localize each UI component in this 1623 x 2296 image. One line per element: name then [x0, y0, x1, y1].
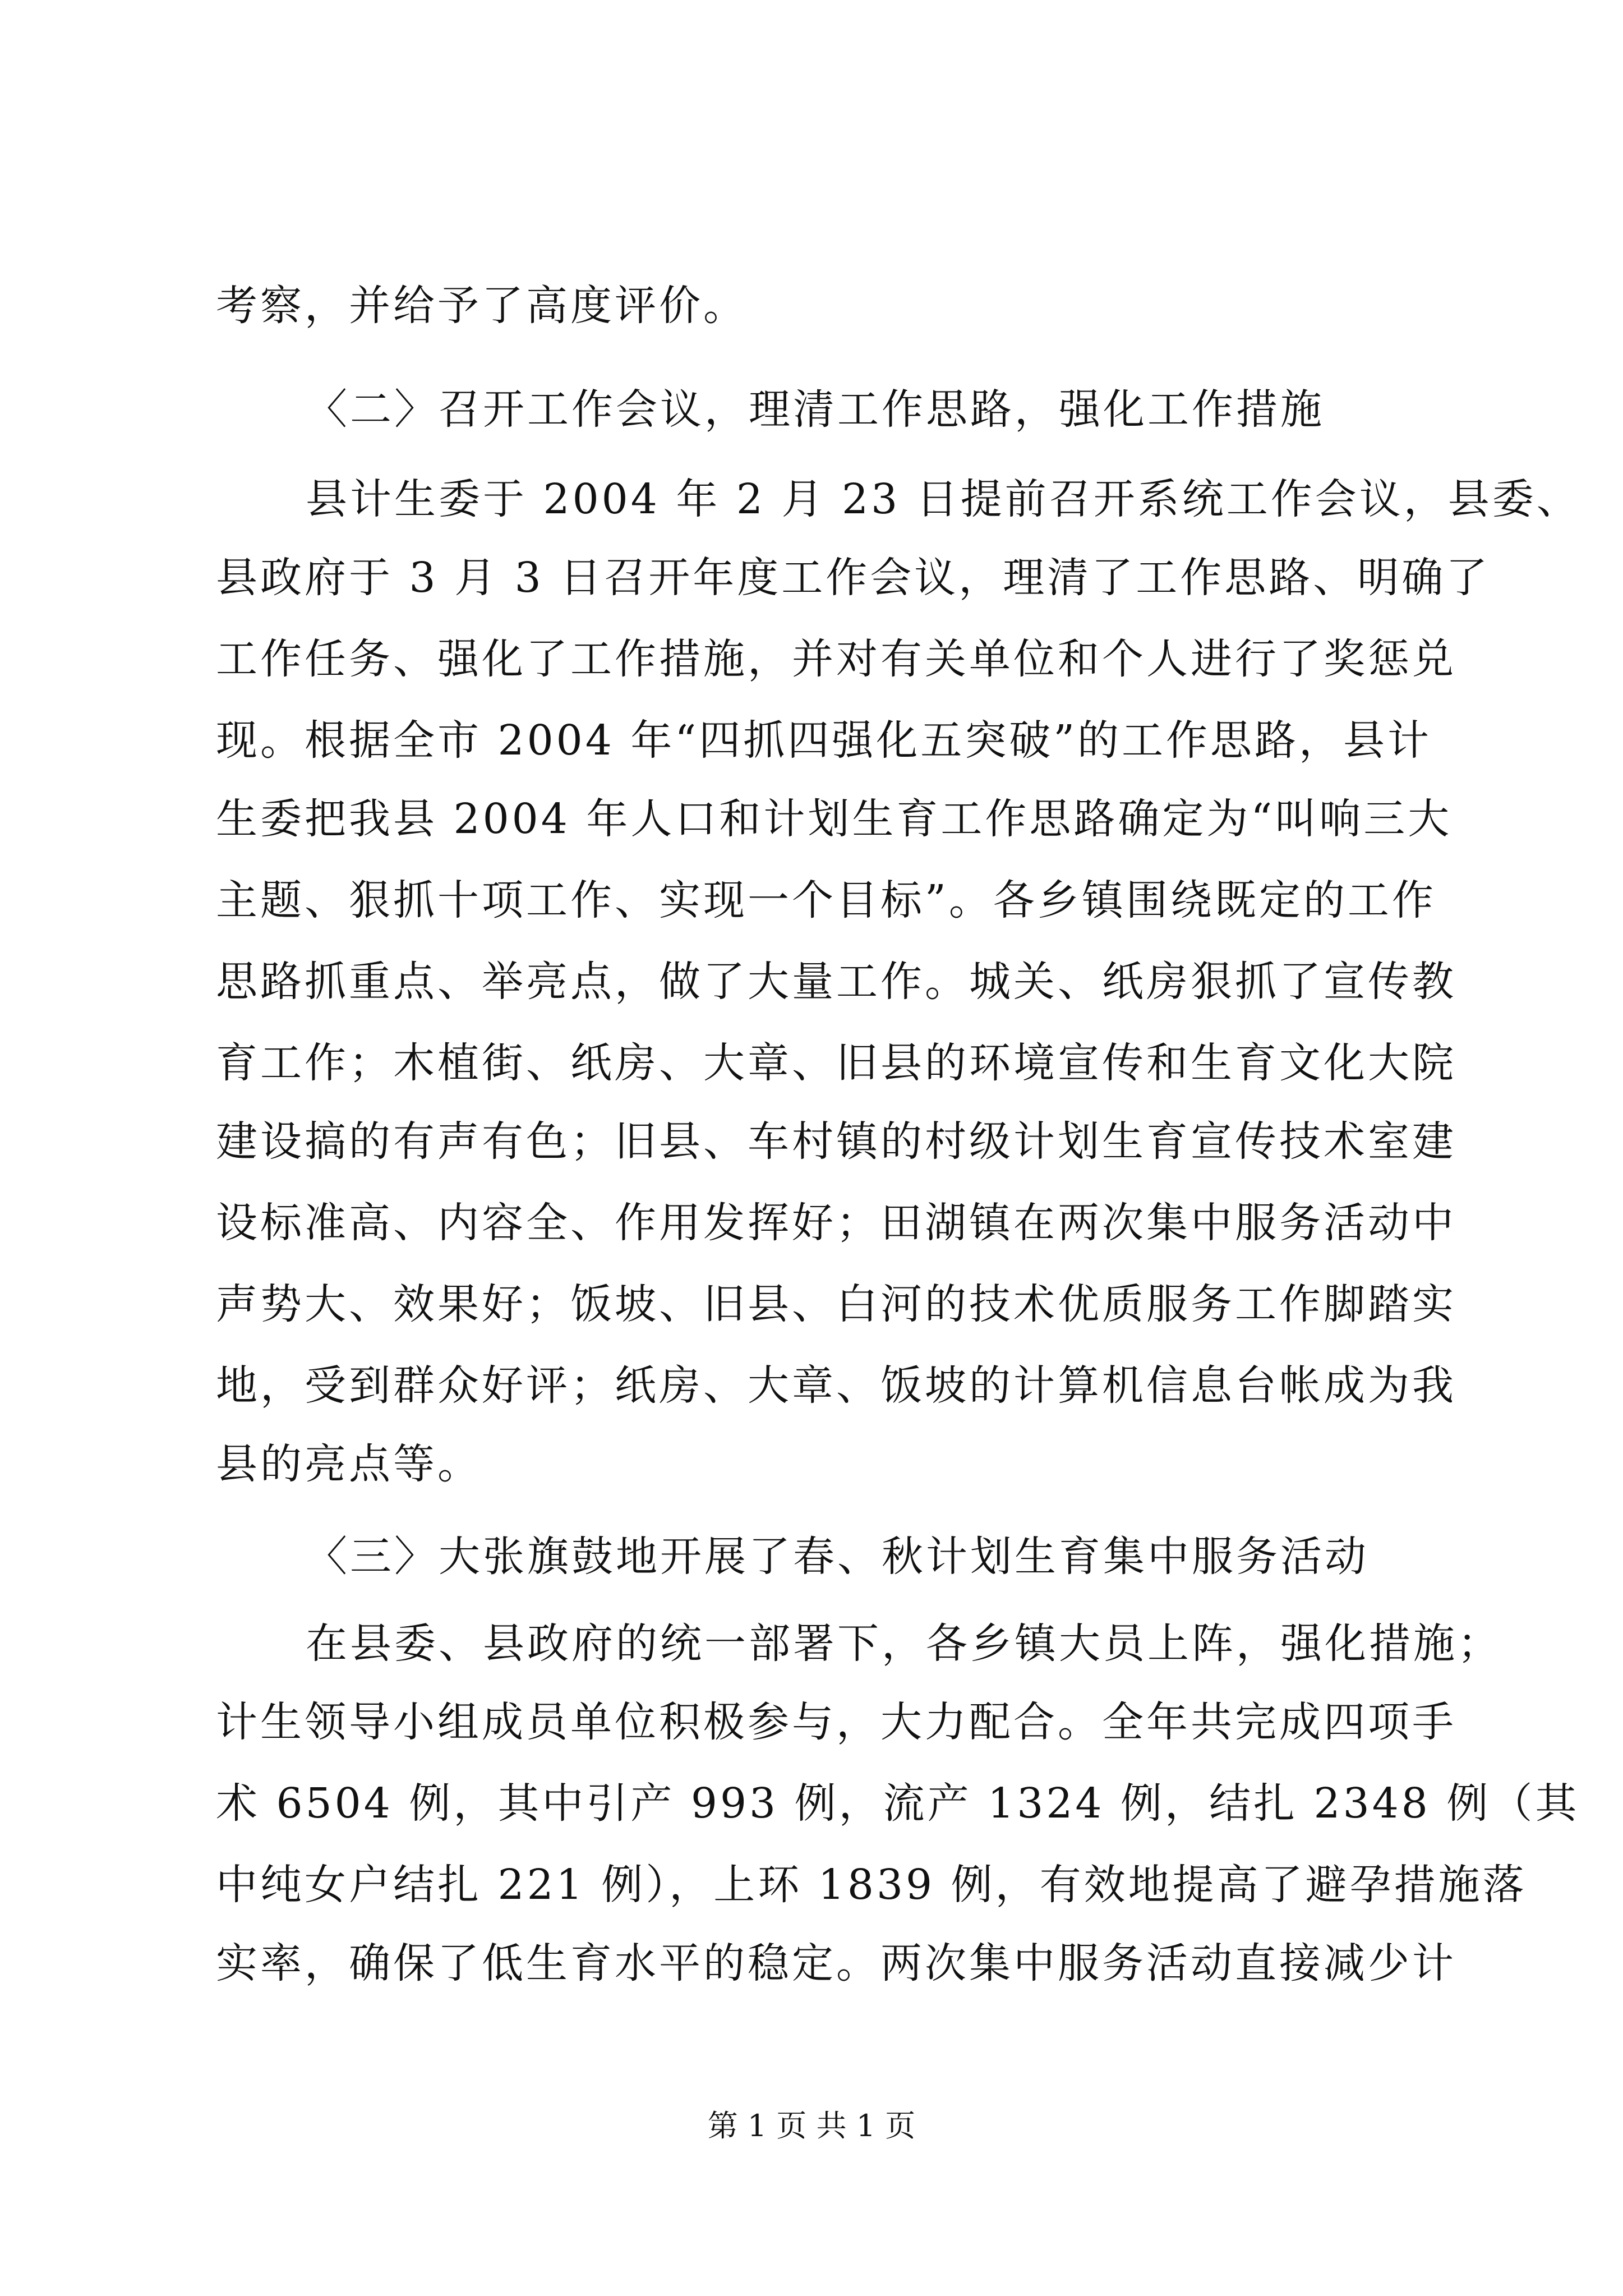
- body-line: 思路抓重点、举亮点，做了大量工作。城关、纸房狠抓了宣传教: [216, 958, 1456, 1006]
- body-line: 设标准高、内容全、作用发挥好；田湖镇在两次集中服务活动中: [216, 1199, 1456, 1247]
- body-line: 现。根据全市 2004 年“四抓四强化五突破”的工作思路，县计: [216, 716, 1432, 765]
- body-line: 县的亮点等。: [216, 1440, 482, 1488]
- section-heading: 〈三〉大张旗鼓地开展了春、秋计划生育集中服务活动: [306, 1533, 1369, 1581]
- body-line: 县计生委于 2004 年 2 月 23 日提前召开系统工作会议，县委、: [306, 475, 1581, 523]
- body-line: 工作任务、强化了工作措施，并对有关单位和个人进行了奖惩兑: [216, 635, 1456, 683]
- body-line: 主题、狠抓十项工作、实现一个目标”。各乡镇围绕既定的工作: [216, 876, 1436, 924]
- body-line: 县政府于 3 月 3 日召开年度工作会议，理清了工作思路、明确了: [216, 554, 1491, 602]
- body-line: 生委把我县 2004 年人口和计划生育工作思路确定为“叫响三大: [216, 795, 1453, 843]
- page-number-footer: 第 1 页 共 1 页: [707, 2108, 916, 2143]
- body-line: 中纯女户结扎 221 例），上环 1839 例，有效地提高了避孕措施落: [216, 1861, 1527, 1909]
- body-line: 地，受到群众好评；纸房、大章、饭坡的计算机信息台帐成为我: [216, 1361, 1456, 1410]
- section-heading: 〈二〉召开工作会议，理清工作思路，强化工作措施: [306, 385, 1325, 434]
- body-line: 建设搞的有声有色；旧县、车村镇的村级计划生育宣传技术室建: [216, 1117, 1456, 1166]
- body-line: 考察，并给予了高度评价。: [216, 282, 748, 330]
- body-line: 在县委、县政府的统一部署下，各乡镇大员上阵，强化措施；: [306, 1619, 1502, 1668]
- body-line: 实率，确保了低生育水平的稳定。两次集中服务活动直接减少计: [216, 1939, 1456, 1987]
- body-line: 术 6504 例，其中引产 993 例，流产 1324 例，结扎 2348 例（其: [216, 1779, 1580, 1828]
- body-line: 计生领导小组成员单位积极参与，大力配合。全年共完成四项手: [216, 1698, 1456, 1746]
- body-line: 育工作；木植街、纸房、大章、旧县的环境宣传和生育文化大院: [216, 1039, 1456, 1087]
- body-line: 声势大、效果好；饭坡、旧县、白河的技术优质服务工作脚踏实: [216, 1280, 1456, 1328]
